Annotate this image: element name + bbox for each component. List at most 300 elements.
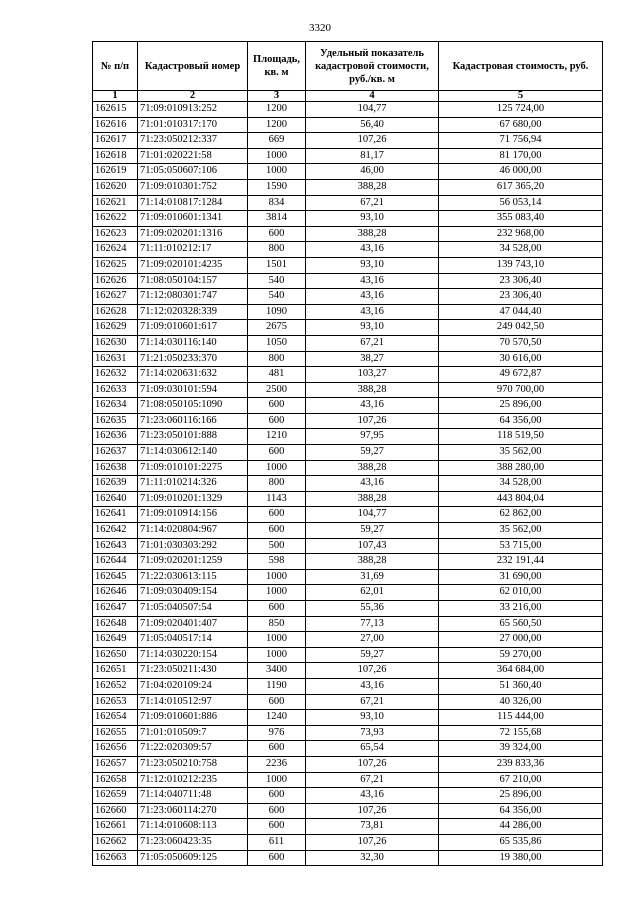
cadastral-value-cell: 23 306,40 (439, 273, 603, 289)
area-cell: 1190 (248, 678, 306, 694)
table-row (93, 211, 603, 227)
column-number: 1 (93, 91, 138, 102)
specific-value-cell: 38,27 (306, 351, 439, 367)
cadastral-value-cell: 970 700,00 (439, 382, 603, 398)
cadastral-number-cell: 71:09:010601:1341 (138, 211, 248, 227)
cadastral-value-cell: 46 000,00 (439, 164, 603, 180)
specific-value-cell: 103,27 (306, 367, 439, 383)
area-cell: 2236 (248, 756, 306, 772)
row-number-cell: 162617 (93, 133, 138, 149)
row-number-cell: 162656 (93, 741, 138, 757)
row-number-cell: 162642 (93, 523, 138, 539)
area-cell: 540 (248, 273, 306, 289)
specific-value-cell: 59,27 (306, 523, 439, 539)
area-cell: 1210 (248, 429, 306, 445)
cadastral-number-cell: 71:09:010301:752 (138, 179, 248, 195)
specific-value-cell: 93,10 (306, 211, 439, 227)
row-number-cell: 162644 (93, 554, 138, 570)
specific-value-cell: 59,27 (306, 445, 439, 461)
table-row (93, 117, 603, 133)
table-row (93, 304, 603, 320)
table-row (93, 273, 603, 289)
cadastral-value-cell: 34 528,00 (439, 476, 603, 492)
table-row (93, 569, 603, 585)
table-row (93, 554, 603, 570)
header-cadastral-number: Кадастровый номер (138, 42, 248, 91)
cadastral-value-cell: 355 083,40 (439, 211, 603, 227)
table-row (93, 819, 603, 835)
cadastral-value-cell: 35 562,00 (439, 445, 603, 461)
table-row (93, 678, 603, 694)
specific-value-cell: 65,54 (306, 741, 439, 757)
cadastral-number-cell: 71:09:020201:1316 (138, 226, 248, 242)
cadastral-value-cell: 25 896,00 (439, 788, 603, 804)
area-cell: 1200 (248, 117, 306, 133)
row-number-cell: 162634 (93, 398, 138, 414)
area-cell: 1590 (248, 179, 306, 195)
area-cell: 1143 (248, 491, 306, 507)
row-number-cell: 162636 (93, 429, 138, 445)
area-cell: 600 (248, 803, 306, 819)
table-row (93, 335, 603, 351)
cadastral-number-cell: 71:12:010212:235 (138, 772, 248, 788)
cadastral-value-cell: 23 306,40 (439, 289, 603, 305)
cadastral-number-cell: 71:01:010509:7 (138, 725, 248, 741)
cadastral-number-cell: 71:09:020201:1259 (138, 554, 248, 570)
row-number-cell: 162646 (93, 585, 138, 601)
column-number-row (93, 91, 603, 102)
area-cell: 600 (248, 788, 306, 804)
cadastral-number-cell: 71:05:050609:125 (138, 850, 248, 866)
table-row (93, 772, 603, 788)
area-cell: 600 (248, 819, 306, 835)
area-cell: 800 (248, 242, 306, 258)
specific-value-cell: 56,40 (306, 117, 439, 133)
specific-value-cell: 43,16 (306, 289, 439, 305)
area-cell: 3400 (248, 663, 306, 679)
cadastral-value-cell: 65 535,86 (439, 834, 603, 850)
specific-value-cell: 107,26 (306, 834, 439, 850)
row-number-cell: 162640 (93, 491, 138, 507)
cadastral-value-cell: 70 570,50 (439, 335, 603, 351)
specific-value-cell: 388,28 (306, 460, 439, 476)
row-number-cell: 162655 (93, 725, 138, 741)
table-row (93, 148, 603, 164)
table-row (93, 850, 603, 866)
header-specific-value: Удельный показатель кадастровой стоимости, руб./кв. м (306, 42, 439, 91)
table-body (93, 91, 603, 866)
specific-value-cell: 73,93 (306, 725, 439, 741)
cadastral-value-table (92, 41, 603, 866)
cadastral-value-cell: 232 191,44 (439, 554, 603, 570)
cadastral-value-cell: 64 356,00 (439, 413, 603, 429)
specific-value-cell: 43,16 (306, 678, 439, 694)
specific-value-cell: 93,10 (306, 710, 439, 726)
table-row (93, 694, 603, 710)
specific-value-cell: 93,10 (306, 320, 439, 336)
specific-value-cell: 107,26 (306, 413, 439, 429)
area-cell: 976 (248, 725, 306, 741)
area-cell: 3814 (248, 211, 306, 227)
specific-value-cell: 43,16 (306, 788, 439, 804)
row-number-cell: 162623 (93, 226, 138, 242)
specific-value-cell: 388,28 (306, 554, 439, 570)
row-number-cell: 162627 (93, 289, 138, 305)
area-cell: 1501 (248, 257, 306, 273)
area-cell: 800 (248, 476, 306, 492)
cadastral-value-cell: 30 616,00 (439, 351, 603, 367)
table-row (93, 226, 603, 242)
table-row (93, 647, 603, 663)
specific-value-cell: 107,26 (306, 756, 439, 772)
cadastral-number-cell: 71:09:010601:617 (138, 320, 248, 336)
row-number-cell: 162633 (93, 382, 138, 398)
specific-value-cell: 43,16 (306, 242, 439, 258)
header-row-number: № п/п (93, 42, 138, 91)
specific-value-cell: 388,28 (306, 179, 439, 195)
column-number: 5 (439, 91, 603, 102)
area-cell: 600 (248, 741, 306, 757)
row-number-cell: 162621 (93, 195, 138, 211)
area-cell: 481 (248, 367, 306, 383)
table-row (93, 164, 603, 180)
cadastral-number-cell: 71:09:020101:4235 (138, 257, 248, 273)
cadastral-value-cell: 249 042,50 (439, 320, 603, 336)
specific-value-cell: 107,26 (306, 663, 439, 679)
area-cell: 1000 (248, 164, 306, 180)
specific-value-cell: 67,21 (306, 195, 439, 211)
cadastral-number-cell: 71:14:030220:154 (138, 647, 248, 663)
row-number-cell: 162628 (93, 304, 138, 320)
specific-value-cell: 388,28 (306, 382, 439, 398)
cadastral-number-cell: 71:14:010608:113 (138, 819, 248, 835)
cadastral-number-cell: 71:14:040711:48 (138, 788, 248, 804)
row-number-cell: 162626 (93, 273, 138, 289)
row-number-cell: 162618 (93, 148, 138, 164)
table-row (93, 803, 603, 819)
area-cell: 2675 (248, 320, 306, 336)
cadastral-number-cell: 71:09:010913:252 (138, 102, 248, 118)
cadastral-value-cell: 81 170,00 (439, 148, 603, 164)
table-row (93, 476, 603, 492)
table-row (93, 601, 603, 617)
cadastral-number-cell: 71:14:010512:97 (138, 694, 248, 710)
specific-value-cell: 43,16 (306, 304, 439, 320)
specific-value-cell: 55,36 (306, 601, 439, 617)
table-row (93, 289, 603, 305)
row-number-cell: 162615 (93, 102, 138, 118)
row-number-cell: 162662 (93, 834, 138, 850)
cadastral-number-cell: 71:23:060114:270 (138, 803, 248, 819)
table-header-row (93, 42, 603, 91)
area-cell: 600 (248, 413, 306, 429)
specific-value-cell: 67,21 (306, 694, 439, 710)
cadastral-number-cell: 71:08:050104:157 (138, 273, 248, 289)
row-number-cell: 162620 (93, 179, 138, 195)
cadastral-number-cell: 71:09:010101:2275 (138, 460, 248, 476)
row-number-cell: 162643 (93, 538, 138, 554)
cadastral-number-cell: 71:14:030612:140 (138, 445, 248, 461)
specific-value-cell: 107,26 (306, 133, 439, 149)
area-cell: 1200 (248, 102, 306, 118)
row-number-cell: 162652 (93, 678, 138, 694)
cadastral-value-cell: 19 380,00 (439, 850, 603, 866)
cadastral-value-cell: 49 672,87 (439, 367, 603, 383)
cadastral-number-cell: 71:22:030613:115 (138, 569, 248, 585)
specific-value-cell: 104,77 (306, 507, 439, 523)
cadastral-number-cell: 71:09:010601:886 (138, 710, 248, 726)
table-row (93, 632, 603, 648)
specific-value-cell: 77,13 (306, 616, 439, 632)
row-number-cell: 162616 (93, 117, 138, 133)
table-row (93, 538, 603, 554)
row-number-cell: 162622 (93, 211, 138, 227)
specific-value-cell: 62,01 (306, 585, 439, 601)
area-cell: 834 (248, 195, 306, 211)
area-cell: 1000 (248, 772, 306, 788)
cadastral-value-cell: 25 896,00 (439, 398, 603, 414)
cadastral-value-cell: 232 968,00 (439, 226, 603, 242)
cadastral-number-cell: 71:23:050101:888 (138, 429, 248, 445)
specific-value-cell: 43,16 (306, 398, 439, 414)
specific-value-cell: 67,21 (306, 335, 439, 351)
cadastral-value-cell: 51 360,40 (439, 678, 603, 694)
cadastral-number-cell: 71:22:020309:57 (138, 741, 248, 757)
cadastral-number-cell: 71:14:010817:1284 (138, 195, 248, 211)
area-cell: 600 (248, 507, 306, 523)
area-cell: 1000 (248, 647, 306, 663)
cadastral-number-cell: 71:05:040517:14 (138, 632, 248, 648)
header-cadastral-value: Кадастровая стоимость, руб. (439, 42, 603, 91)
area-cell: 1000 (248, 460, 306, 476)
area-cell: 669 (248, 133, 306, 149)
row-number-cell: 162630 (93, 335, 138, 351)
cadastral-number-cell: 71:12:020328:339 (138, 304, 248, 320)
specific-value-cell: 104,77 (306, 102, 439, 118)
cadastral-value-cell: 59 270,00 (439, 647, 603, 663)
cadastral-value-cell: 39 324,00 (439, 741, 603, 757)
cadastral-value-cell: 72 155,68 (439, 725, 603, 741)
area-cell: 600 (248, 226, 306, 242)
table-row (93, 710, 603, 726)
cadastral-value-cell: 27 000,00 (439, 632, 603, 648)
cadastral-value-cell: 53 715,00 (439, 538, 603, 554)
area-cell: 540 (248, 289, 306, 305)
cadastral-number-cell: 71:14:020804:967 (138, 523, 248, 539)
cadastral-value-cell: 125 724,00 (439, 102, 603, 118)
row-number-cell: 162660 (93, 803, 138, 819)
row-number-cell: 162625 (93, 257, 138, 273)
cadastral-value-cell: 388 280,00 (439, 460, 603, 476)
table-row (93, 616, 603, 632)
cadastral-number-cell: 71:23:050212:337 (138, 133, 248, 149)
area-cell: 1000 (248, 569, 306, 585)
table-row (93, 398, 603, 414)
row-number-cell: 162645 (93, 569, 138, 585)
table-row (93, 523, 603, 539)
specific-value-cell: 388,28 (306, 491, 439, 507)
specific-value-cell: 81,17 (306, 148, 439, 164)
cadastral-number-cell: 71:12:080301:747 (138, 289, 248, 305)
cadastral-value-cell: 67 680,00 (439, 117, 603, 133)
table-row (93, 429, 603, 445)
cadastral-value-cell: 71 756,94 (439, 133, 603, 149)
area-cell: 600 (248, 445, 306, 461)
cadastral-value-cell: 35 562,00 (439, 523, 603, 539)
cadastral-value-cell: 239 833,36 (439, 756, 603, 772)
cadastral-number-cell: 71:01:020221:58 (138, 148, 248, 164)
row-number-cell: 162653 (93, 694, 138, 710)
cadastral-number-cell: 71:23:060423:35 (138, 834, 248, 850)
specific-value-cell: 32,30 (306, 850, 439, 866)
cadastral-number-cell: 71:23:050210:758 (138, 756, 248, 772)
table-row (93, 102, 603, 118)
table-row (93, 834, 603, 850)
row-number-cell: 162654 (93, 710, 138, 726)
table-row (93, 179, 603, 195)
table-row (93, 663, 603, 679)
specific-value-cell: 93,10 (306, 257, 439, 273)
cadastral-number-cell: 71:09:030409:154 (138, 585, 248, 601)
table-row (93, 756, 603, 772)
row-number-cell: 162663 (93, 850, 138, 866)
page-number: 3320 (309, 22, 331, 34)
cadastral-number-cell: 71:09:030101:594 (138, 382, 248, 398)
row-number-cell: 162650 (93, 647, 138, 663)
area-cell: 2500 (248, 382, 306, 398)
area-cell: 1000 (248, 148, 306, 164)
cadastral-value-cell: 64 356,00 (439, 803, 603, 819)
cadastral-number-cell: 71:09:020401:407 (138, 616, 248, 632)
row-number-cell: 162649 (93, 632, 138, 648)
area-cell: 850 (248, 616, 306, 632)
specific-value-cell: 43,16 (306, 476, 439, 492)
row-number-cell: 162659 (93, 788, 138, 804)
cadastral-value-cell: 34 528,00 (439, 242, 603, 258)
row-number-cell: 162638 (93, 460, 138, 476)
column-number: 4 (306, 91, 439, 102)
table-row (93, 320, 603, 336)
row-number-cell: 162639 (93, 476, 138, 492)
cadastral-number-cell: 71:09:010201:1329 (138, 491, 248, 507)
row-number-cell: 162648 (93, 616, 138, 632)
area-cell: 600 (248, 850, 306, 866)
specific-value-cell: 73,81 (306, 819, 439, 835)
table-row (93, 445, 603, 461)
specific-value-cell: 97,95 (306, 429, 439, 445)
cadastral-value-cell: 617 365,20 (439, 179, 603, 195)
cadastral-number-cell: 71:09:010914:156 (138, 507, 248, 523)
row-number-cell: 162651 (93, 663, 138, 679)
column-number: 3 (248, 91, 306, 102)
area-cell: 500 (248, 538, 306, 554)
table-row (93, 725, 603, 741)
cadastral-value-cell: 67 210,00 (439, 772, 603, 788)
row-number-cell: 162657 (93, 756, 138, 772)
specific-value-cell: 107,43 (306, 538, 439, 554)
area-cell: 600 (248, 601, 306, 617)
cadastral-value-cell: 115 444,00 (439, 710, 603, 726)
table-row (93, 257, 603, 273)
row-number-cell: 162619 (93, 164, 138, 180)
area-cell: 1000 (248, 585, 306, 601)
cadastral-value-cell: 118 519,50 (439, 429, 603, 445)
specific-value-cell: 107,26 (306, 803, 439, 819)
cadastral-number-cell: 71:05:040507:54 (138, 601, 248, 617)
cadastral-number-cell: 71:01:030303:292 (138, 538, 248, 554)
area-cell: 1000 (248, 632, 306, 648)
cadastral-value-cell: 33 216,00 (439, 601, 603, 617)
cadastral-number-cell: 71:23:060116:166 (138, 413, 248, 429)
cadastral-number-cell: 71:14:030116:140 (138, 335, 248, 351)
table-row (93, 351, 603, 367)
cadastral-value-cell: 31 690,00 (439, 569, 603, 585)
specific-value-cell: 388,28 (306, 226, 439, 242)
cadastral-value-cell: 443 804,04 (439, 491, 603, 507)
cadastral-number-cell: 71:21:050233:370 (138, 351, 248, 367)
specific-value-cell: 59,27 (306, 647, 439, 663)
cadastral-value-cell: 47 044,40 (439, 304, 603, 320)
row-number-cell: 162629 (93, 320, 138, 336)
cadastral-number-cell: 71:04:020109:24 (138, 678, 248, 694)
row-number-cell: 162658 (93, 772, 138, 788)
area-cell: 600 (248, 694, 306, 710)
table-row (93, 585, 603, 601)
area-cell: 1240 (248, 710, 306, 726)
row-number-cell: 162624 (93, 242, 138, 258)
table-row (93, 460, 603, 476)
area-cell: 598 (248, 554, 306, 570)
table-row (93, 413, 603, 429)
specific-value-cell: 27,00 (306, 632, 439, 648)
cadastral-number-cell: 71:23:050211:430 (138, 663, 248, 679)
specific-value-cell: 67,21 (306, 772, 439, 788)
table-row (93, 367, 603, 383)
header-area: Площадь, кв. м (248, 42, 306, 91)
row-number-cell: 162635 (93, 413, 138, 429)
cadastral-number-cell: 71:11:010214:326 (138, 476, 248, 492)
cadastral-value-cell: 62 010,00 (439, 585, 603, 601)
table-row (93, 195, 603, 211)
table-row (93, 788, 603, 804)
specific-value-cell: 31,69 (306, 569, 439, 585)
cadastral-number-cell: 71:14:020631:632 (138, 367, 248, 383)
row-number-cell: 162632 (93, 367, 138, 383)
cadastral-value-cell: 40 326,00 (439, 694, 603, 710)
table-row (93, 491, 603, 507)
cadastral-value-cell: 44 286,00 (439, 819, 603, 835)
table-row (93, 242, 603, 258)
area-cell: 600 (248, 523, 306, 539)
cadastral-value-cell: 62 862,00 (439, 507, 603, 523)
cadastral-value-cell: 364 684,00 (439, 663, 603, 679)
area-cell: 600 (248, 398, 306, 414)
table-row (93, 741, 603, 757)
cadastral-number-cell: 71:01:010317:170 (138, 117, 248, 133)
row-number-cell: 162637 (93, 445, 138, 461)
specific-value-cell: 43,16 (306, 273, 439, 289)
cadastral-number-cell: 71:05:050607:106 (138, 164, 248, 180)
row-number-cell: 162641 (93, 507, 138, 523)
cadastral-number-cell: 71:08:050105:1090 (138, 398, 248, 414)
specific-value-cell: 46,00 (306, 164, 439, 180)
table-row (93, 507, 603, 523)
column-number: 2 (138, 91, 248, 102)
table-row (93, 382, 603, 398)
cadastral-value-cell: 65 560,50 (439, 616, 603, 632)
cadastral-value-cell: 56 053,14 (439, 195, 603, 211)
cadastral-number-cell: 71:11:010212:17 (138, 242, 248, 258)
